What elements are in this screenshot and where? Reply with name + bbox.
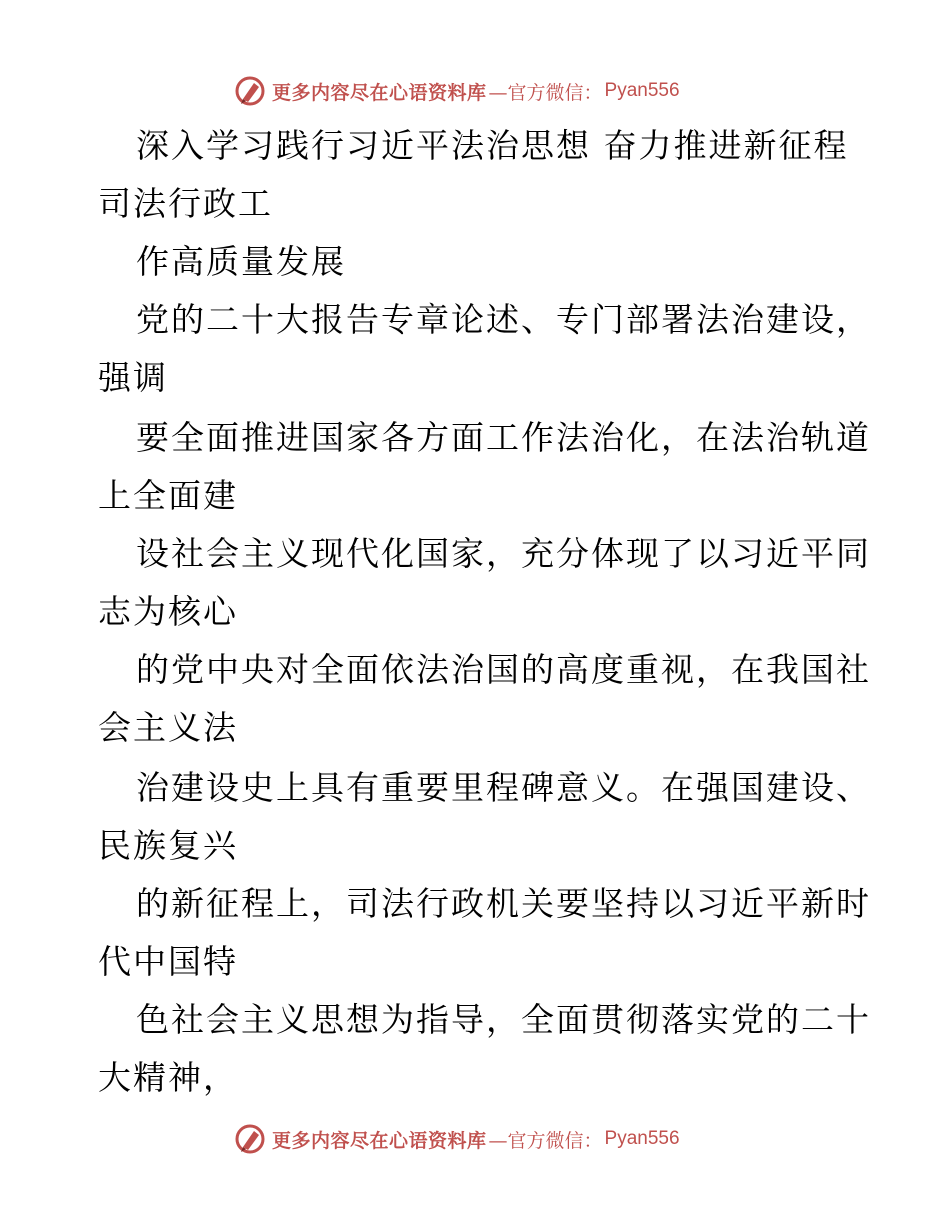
body-line: 民族复兴 — [98, 826, 238, 865]
body-line: 治建设史上具有重要里程碑意义。在强国建设、 — [136, 768, 871, 807]
watermark-footer — [234, 1122, 680, 1156]
body-line: 的党中央对全面依法治国的高度重视，在我国社 — [136, 650, 871, 689]
title-line-1: 深入学习践行习近平法治思想 奋力推进新征程 — [136, 126, 849, 165]
watermark-wechat-id: Pyan556 — [604, 1128, 680, 1149]
pen-logo-icon — [234, 1123, 266, 1155]
body-line: 代中国特 — [98, 942, 238, 981]
body-line: 强调 — [98, 358, 168, 397]
watermark-header — [234, 74, 680, 108]
watermark-dash: —官方微信： — [488, 1129, 603, 1152]
title-line-3: 作高质量发展 — [136, 242, 346, 281]
watermark-wechat-id: Pyan556 — [604, 80, 680, 101]
body-line: 大精神， — [98, 1058, 238, 1097]
body-line: 的新征程上，司法行政机关要坚持以习近平新时 — [136, 884, 871, 923]
body-line: 志为核心 — [98, 592, 238, 631]
body-line: 色社会主义思想为指导，全面贯彻落实党的二十 — [136, 1000, 871, 1039]
body-line: 党的二十大报告专章论述、专门部署法治建设， — [136, 300, 871, 339]
pen-logo-icon — [234, 75, 266, 107]
watermark-brand: 更多内容尽在心语资料库 — [272, 1129, 487, 1152]
body-line: 要全面推进国家各方面工作法治化，在法治轨道 — [136, 418, 871, 457]
body-line: 会主义法 — [98, 708, 238, 747]
body-line: 上全面建 — [98, 476, 238, 515]
title-line-2: 司法行政工 — [98, 184, 273, 223]
watermark-dash: —官方微信： — [488, 81, 603, 104]
body-line: 设社会主义现代化国家，充分体现了以习近平同 — [136, 534, 871, 573]
watermark-brand: 更多内容尽在心语资料库 — [272, 81, 487, 104]
